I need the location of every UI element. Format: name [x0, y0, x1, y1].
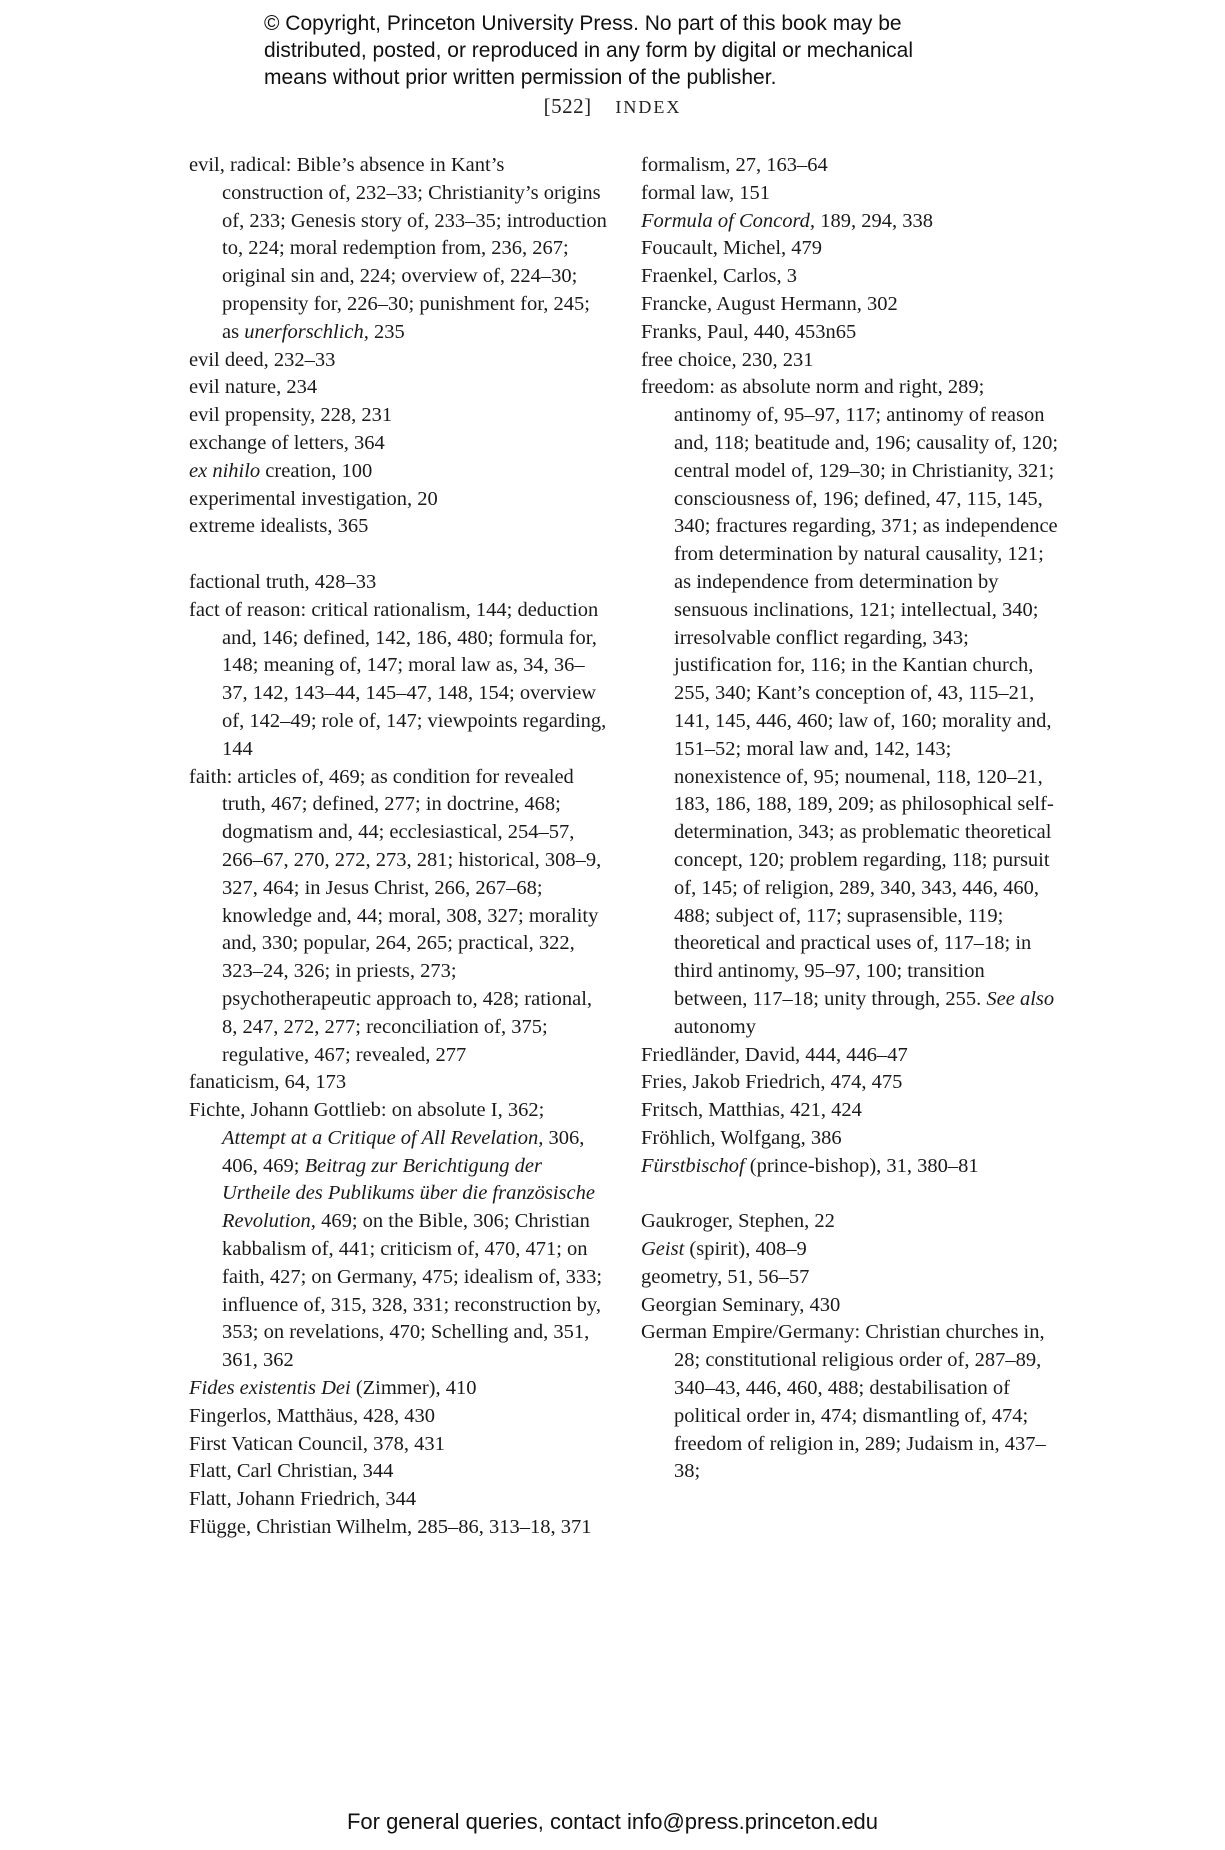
index-entry: [189, 402, 609, 430]
index-entry-text: Friedländer, David, 444, 446–47: [641, 1043, 908, 1066]
running-head: [0, 94, 1225, 119]
index-entry: [189, 1458, 609, 1486]
index-entry: [641, 1042, 1061, 1070]
index-entry-text: Fritsch, Matthias, 421, 424: [641, 1099, 862, 1122]
index-entry-text: faith: articles of, 469; as condition for revealed truth, 467; defined, 277; in doctrine, 468; dogmatism and, 44; ecclesiastical, 254–57, 266–67, 270, 272, 273, 281; historical, 308–9, 327, 464; in Jesus Christ, 266, 267–68; knowledge and, 44; moral, 308, 327; morality and, 330; popular, 264, 265; practical, 322, 323–24, 326; in priests, 273; psychotherapeutic approach to, 428; rational, 8, 247, 272, 277; reconciliation of, 375; regulative, 467; revealed, 277: [189, 765, 602, 1066]
index-entry-italic: Geist: [641, 1238, 685, 1261]
index-entry-text: autonomy: [674, 1015, 756, 1038]
page-number: [522]: [543, 94, 592, 118]
index-entry-italic: Attempt at a Critique of All Revelation,: [222, 1126, 544, 1149]
index-entry-text: Fries, Jakob Friedrich, 474, 475: [641, 1071, 903, 1094]
index-entry: [641, 319, 1061, 347]
index-entry-text: fanaticism, 64, 173: [189, 1071, 347, 1094]
index-entry: [641, 1069, 1061, 1097]
index-entry-text: Francke, August Hermann, 302: [641, 292, 898, 315]
index-entry: [641, 1264, 1061, 1292]
index-entry-text: (prince-bishop), 31, 380–81: [744, 1154, 979, 1177]
index-entry: [189, 513, 609, 541]
index-entry: [641, 1236, 1061, 1264]
index-entry: [641, 263, 1061, 291]
index-entry-text: evil deed, 232–33: [189, 348, 336, 371]
index-entry-text: evil propensity, 228, 231: [189, 404, 393, 427]
index-entry-text: Fingerlos, Matthäus, 428, 430: [189, 1404, 435, 1427]
index-entry: [189, 569, 609, 597]
index-entry: [641, 1097, 1061, 1125]
index-entry: [189, 430, 609, 458]
index-entry-text: Fraenkel, Carlos, 3: [641, 265, 797, 288]
index-entry: [641, 1125, 1061, 1153]
copyright-line: distributed, posted, or reproduced in any form by digital or mechanical: [264, 39, 914, 62]
index-entry-text: Flatt, Johann Friedrich, 344: [189, 1488, 417, 1511]
index-entry: [189, 152, 609, 347]
index-entry-text: 306, 406, 469;: [222, 1126, 585, 1177]
section-title: INDEX: [615, 97, 682, 117]
index-entry-text: formal law, 151: [641, 181, 771, 204]
index-entry: [189, 1486, 609, 1514]
footer-contact: For general queries, contact info@press.princeton.edu: [346, 1809, 879, 1834]
index-entry-italic: Beitrag zur Berichtigung der Urtheile des Publikums über die französische Revolution,: [222, 1154, 595, 1233]
index-entry-text: Fröhlich, Wolfgang, 386: [641, 1126, 842, 1149]
index-entry-text: Fichte, Johann Gottlieb: on absolute I, 362;: [189, 1099, 545, 1122]
index-entry-text: (spirit), 408–9: [684, 1238, 807, 1261]
index-entry: [641, 374, 1061, 1041]
index-entry: [189, 1097, 609, 1375]
index-entry: [189, 458, 609, 486]
index-entry-italic: Fides existentis Dei: [189, 1377, 351, 1400]
index-entry-italic: ex nihilo: [189, 459, 261, 482]
index-entry-text: 469; on the Bible, 306; Christian kabbalism of, 441; criticism of, 470, 471; on faith, 427; on Germany, 475; idealism of, 333; influence of, 315, 328, 331; reconstruction by, 353; on revelations, 470; Schelling and, 351, 361, 362: [222, 1210, 603, 1372]
index-entry-text: fact of reason: critical rationalism, 144; deduction and, 146; defined, 142, 186, 480; formula for, 148; meaning of, 147; moral law as, 34, 36–37, 142, 143–44, 145–47, 148, 154; overview of, 142–49; role of, 147; viewpoints regarding, 144: [189, 598, 607, 760]
copyright-line: means without prior written permission of the publisher.: [264, 66, 777, 89]
index-entry: [641, 180, 1061, 208]
letter-group-gap: [641, 1180, 1061, 1208]
index-entry-text: 189, 294, 338: [815, 209, 933, 232]
index-entry: [641, 208, 1061, 236]
index-entry: [641, 1319, 1061, 1486]
index-entry-text: German Empire/Germany: Christian churches in, 28; constitutional religious order of, 287–89, 340–43, 446, 460, 488; destabilisation of political order in, 474; dismantling of, 474; freedom of religion in, 289; Judaism in, 437–38;: [641, 1321, 1046, 1483]
index-entry: [189, 1403, 609, 1431]
letter-group-gap: [189, 541, 609, 569]
index-entry-text: exchange of letters, 364: [189, 431, 385, 454]
index-entry: [189, 764, 609, 1070]
index-entry-text: free choice, 230, 231: [641, 348, 814, 371]
index-entry-text: Flatt, Carl Christian, 344: [189, 1460, 394, 1483]
index-column-left: [189, 152, 609, 1542]
index-entry: [189, 374, 609, 402]
index-entry: [189, 1431, 609, 1459]
index-entry: [189, 486, 609, 514]
index-entry-text: (Zimmer), 410: [350, 1377, 477, 1400]
index-entry: [641, 347, 1061, 375]
index-entry-text: extreme idealists, 365: [189, 515, 369, 538]
index-entry-text: creation, 100: [260, 459, 373, 482]
copyright-line: © Copyright, Princeton University Press. No part of this book may be: [264, 12, 902, 35]
index-entry-text: Flügge, Christian Wilhelm, 285–86, 313–18, 371: [189, 1516, 592, 1539]
index-entry-text: First Vatican Council, 378, 431: [189, 1432, 445, 1455]
index-entry: [641, 152, 1061, 180]
index-entry-text: Georgian Seminary, 430: [641, 1293, 841, 1316]
copyright-notice: [264, 10, 1024, 91]
index-entry-text: Foucault, Michel, 479: [641, 237, 823, 260]
index-entry: [189, 1069, 609, 1097]
index-entry: [189, 1375, 609, 1403]
index-entry-text: experimental investigation, 20: [189, 487, 438, 510]
index-entry-italic: unerforschlich,: [244, 320, 369, 343]
index-entry-text: Franks, Paul, 440, 453n65: [641, 320, 857, 343]
index-entry-text: 235: [368, 320, 405, 343]
index-entry-text: formalism, 27, 163–64: [641, 154, 828, 176]
index-entry-italic: Formula of Concord,: [641, 209, 816, 232]
index-entry: [641, 1292, 1061, 1320]
index-entry: [189, 347, 609, 375]
index-entry-text: Gaukroger, Stephen, 22: [641, 1210, 835, 1233]
index-entry: [641, 291, 1061, 319]
index-column-right: [641, 152, 1061, 1486]
index-entry-text: geometry, 51, 56–57: [641, 1265, 810, 1288]
index-entry-text: evil, radical: Bible’s absence in Kant’s construction of, 232–33; Christianity’s origins of, 233; Genesis story of, 233–35; introduction to, 224; moral redemption from, 236, 267; original sin and, 224; overview of, 224–30; propensity for, 226–30; punishment for, 245; as: [189, 154, 607, 343]
index-entry-text: factional truth, 428–33: [189, 570, 377, 593]
index-entry-text: freedom: as absolute norm and right, 289; antinomy of, 95–97, 117; antinomy of reason and, 118; beatitude and, 196; causality of, 120; central model of, 129–30; in Christianity, 321; consciousness of, 196; defined, 47, 115, 145, 340; fractures regarding, 371; as independence from determination by natural causality, 121; as independence from determination by sensuous inclinations, 121; intellectual, 340; irresolvable conflict regarding, 343; justification for, 116; in the Kantian church, 255, 340; Kant’s conception of, 43, 115–21, 141, 145, 446, 460; law of, 160; morality and, 151–52; moral law and, 142, 143; nonexistence of, 95; noumenal, 118, 120–21, 183, 186, 188, 189, 209; as philosophical self-determination, 343; as problematic theoretical concept, 120; problem regarding, 118; pursuit of, 145; of religion, 289, 340, 343, 446, 460, 488; subject of, 117; suprasensible, 119; theoretical and practical uses of, 117–18; in third antinomy, 95–97, 100; transition between, 117–18; unity through, 255.: [641, 376, 1059, 1010]
index-entry-text: evil nature, 234: [189, 376, 318, 399]
index-entry: [189, 597, 609, 764]
index-entry-italic: See also: [986, 987, 1055, 1010]
index-entry: [641, 1208, 1061, 1236]
index-entry-italic: Fürstbischof: [641, 1154, 745, 1177]
index-entry: [641, 1153, 1061, 1181]
index-entry: [641, 235, 1061, 263]
index-entry: [189, 1514, 609, 1542]
